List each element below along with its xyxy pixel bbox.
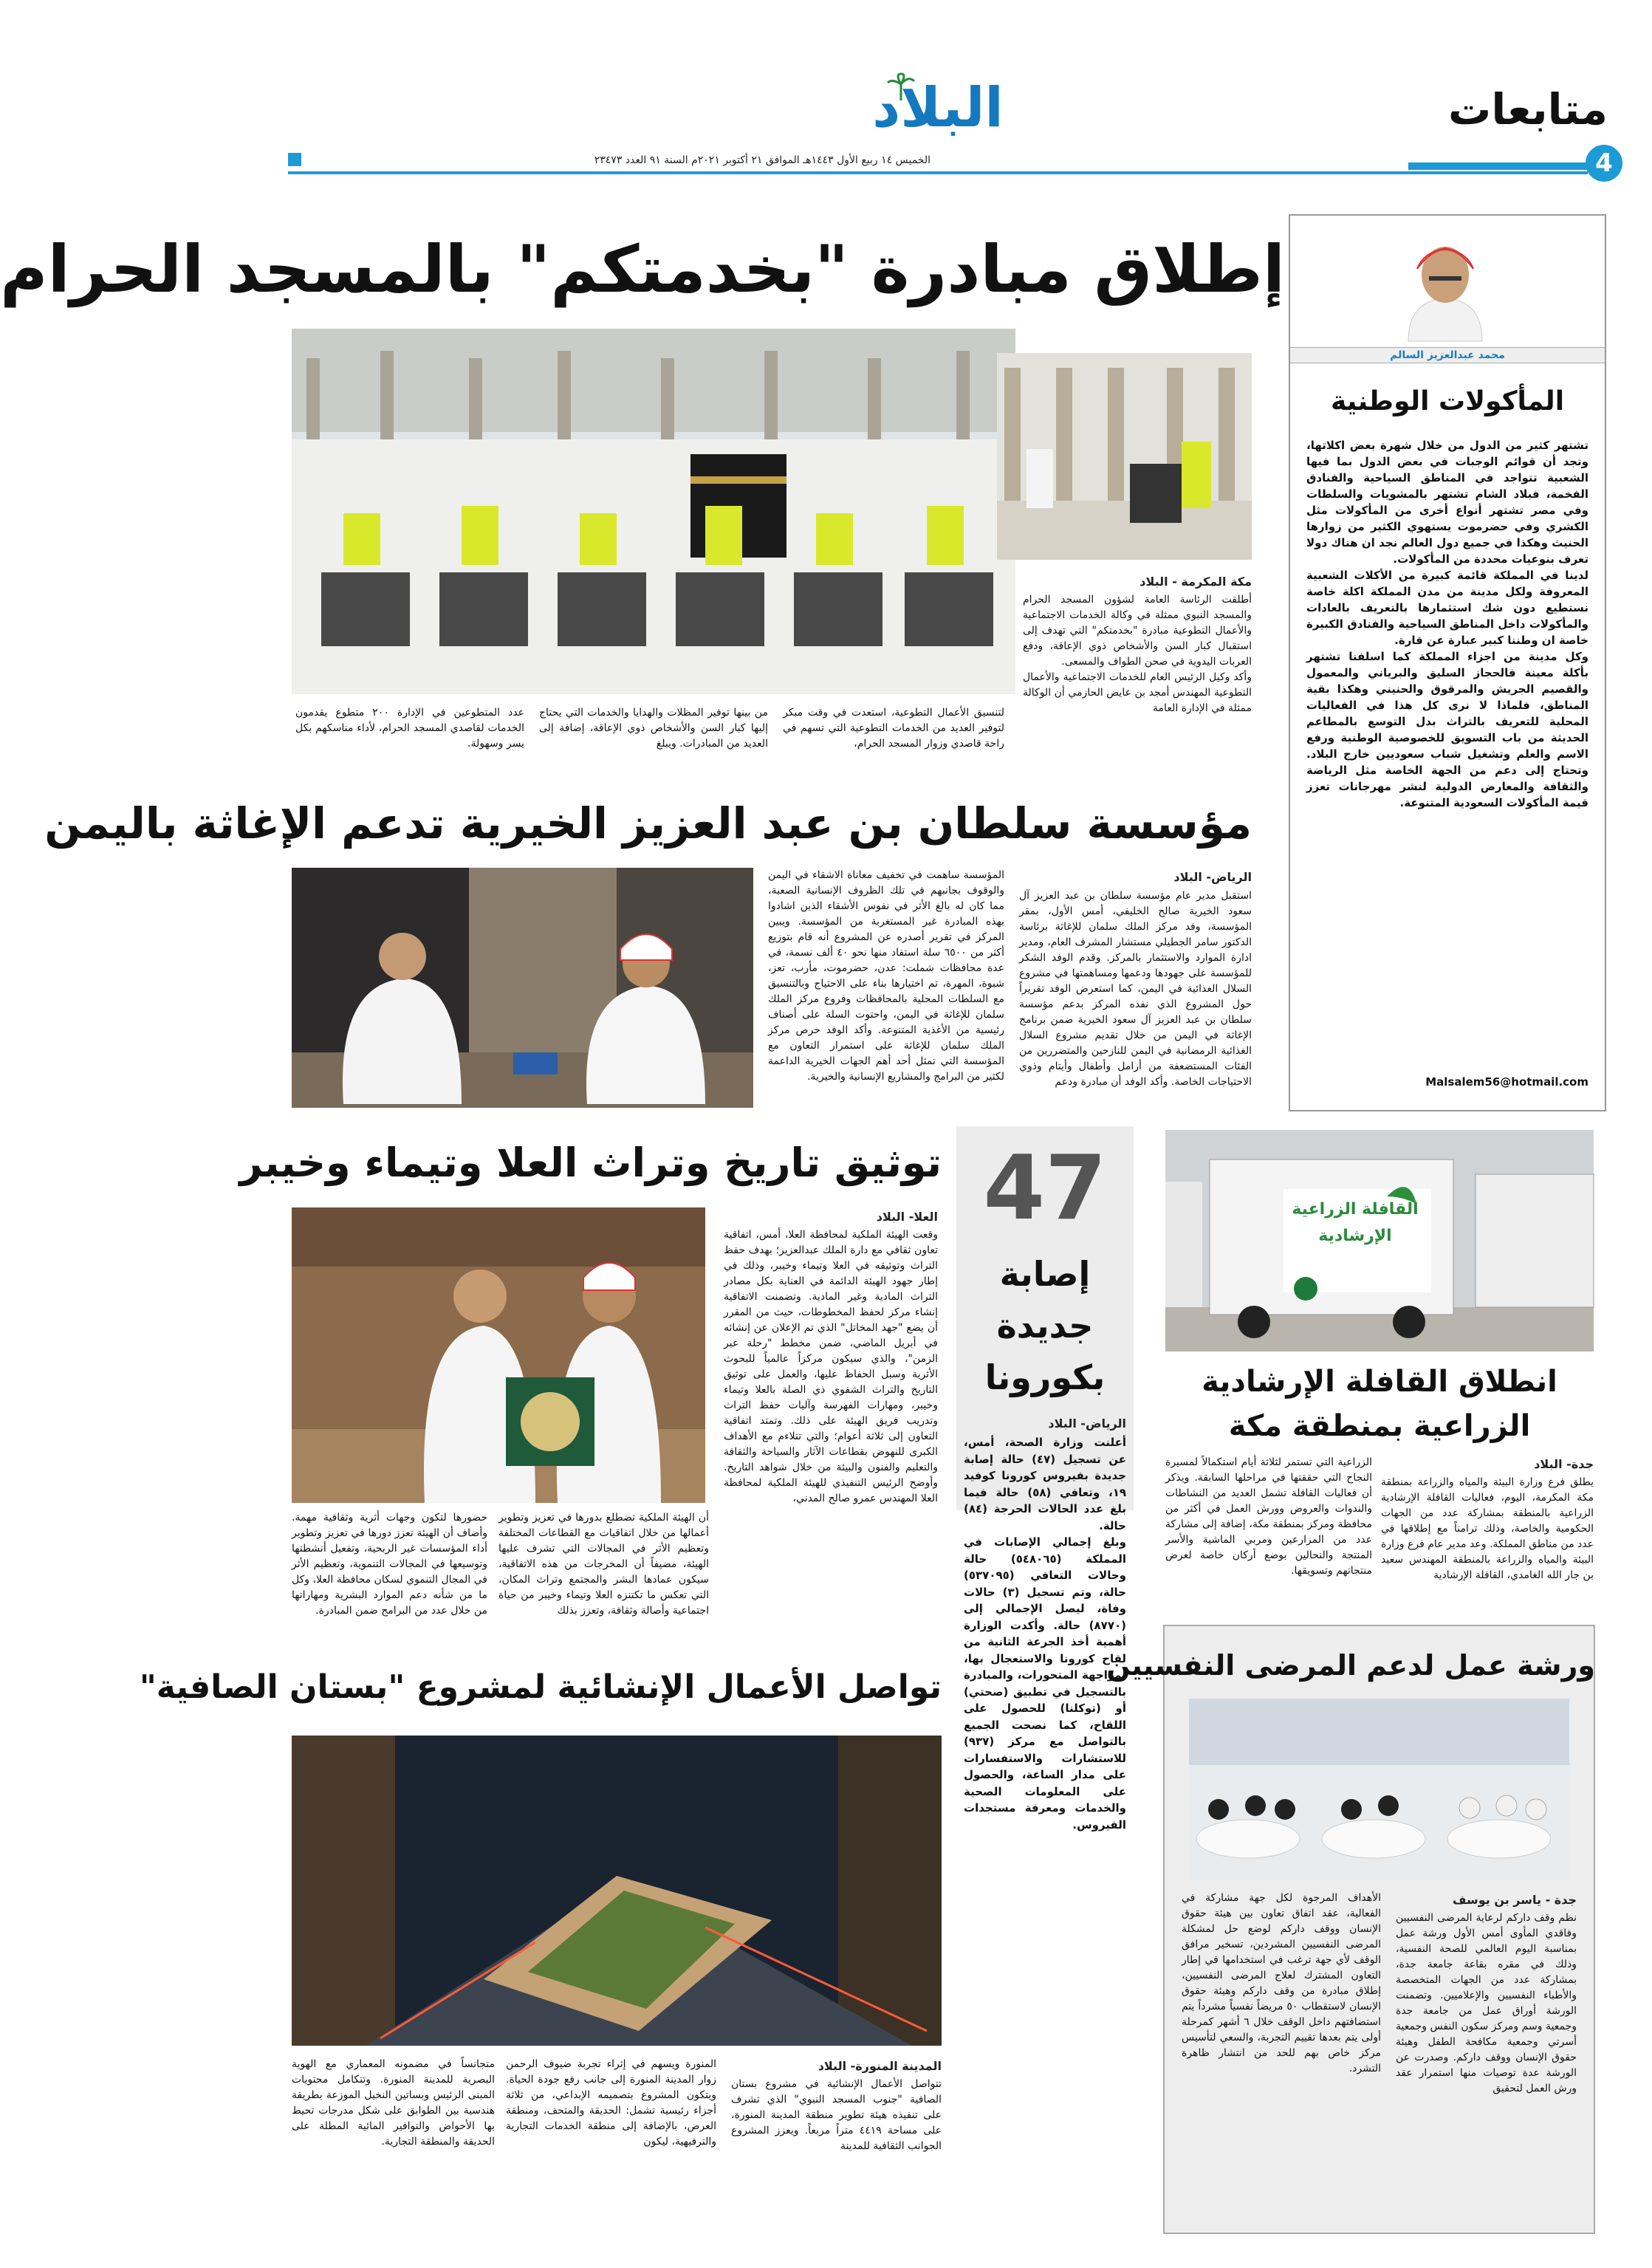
story3-photo: [292, 1207, 705, 1503]
story7-headline: ورشة عمل لدعم المرضى النفسيين: [1106, 1649, 1595, 1682]
story7-body-b: الأهداف المرجوة لكل جهة مشاركة في الفعالية، عقد اتفاق تعاون بين هيئة حقوق الإنسان ووقف داركم لوضع حل لمشكلة المرضى النفسيين المشردين، تسخير مرافق الوقف لأي جهة ترغب في استخدامها في إطار التعاون المشترك لعلاج المرضى النفسيين، إطلاق مبادرة من وقف داركم وهيئة حقوق الإنسان لاستقطاب ٥٠ مريضاً نفسياً مشرداً يتم استضافتهم داخل الوقف خلال ٦ أشهر كمرحلة أولى يتم بعدها تقييم التجربة، والسعي لتأسيس مركز خاص بهم للحد من انتشار ظاهرة التشرد.: [1182, 1892, 1381, 2075]
column-body: تشتهر كثير من الدول من خلال شهرة بعض اكلاتها، وتجد أن قوائم الوجبات في بعض الدول بما فيها الشعبية تتواجد في المناطق السياحية والفنادق الفخمة، فبلاد الشام تشتهر بالمشويات والسلطات وفي مصر تشتهر أنواع أخرى من المأكولات مثل الكشري وفي حضرموت يستهوي الكثير من زوارها الحنيث وهكذا في جميع دول العالم نجد ان هناك دولا تعرف بنوعيات محددة من المأكولات. لدينا في المملكة قائمة كبيرة من الأكلات الشعبية المعروفة ولكل مدينة من مدن المملكة اكلة خاصة نستطيع دون شك استثمارها بالتعريف بالعادات والمأكولات داخل المناطق السياحية والفنادق الكبيرة خاصة ان وطننا كبير عبارة عن قارة. وكل مدينة من اجزاء المملكة كما اسلفنا تشتهر بأكلة معينة فالحجاز السليق والبرياني والمعمول والقصيم الجريش والمرقوق والحنيني وهكذا بقية المناطق، فلماذا لا نرى كل هذا في الفعاليات المحلية للتعريف بالتراث بدل التوسع بالمطاعم الحديثة من باب التسويق للخصوصية الوطنية ورفع الاسم والعلم وتشغيل شباب سعوديين خارج البلاد. وتحتاج إلى دعم من الجهة الخاصة مثل الرياضة والثقافة والمعارض الدولية لنشر مهرجانات تعزز قيمة المأكولات السعودية المتنوعة.: [1306, 439, 1588, 809]
covid-number: 47: [983, 1137, 1107, 1240]
column-email[interactable]: Malsalem56@hotmail.com: [1425, 1075, 1588, 1089]
issue-line: الخميس ١٤ ربيع الأول ١٤٤٣هـ الموافق ٢١ أكتوبر ٢٠٢١م السنة ٩١ العدد ٢٣٤٧٣: [594, 154, 930, 166]
section-underline: [1408, 162, 1608, 170]
story1-photo-secondary: [997, 353, 1252, 560]
story2-photo: [292, 868, 753, 1108]
masthead: [222, 0, 1652, 178]
covid-body: أعلنت وزارة الصحة، أمس، عن تسجيل (٤٧) حالة إصابة جديدة بفيروس كورونا كوفيد ١٩، وتعافي (٥٨) حالة فيما بلغ عدد الحالات الحرجة (٨٤) حالة. وبلغ إجمالي الإصابات في المملكة (٥٤٨٠٦٥) حالة وحالات التعافي (٥٣٧٠٩٥) حالة، وتم تسجيل (٣) حالات وفاة، ليصل الإجمالي إلى (٨٧٧٠) حالة. وأكدت الوزارة أهمية أخذ الجرعة الثانية من لقاح كورونا والاستعجال بها، لمواجهة المتحورات، والمبادرة بالتسجيل في تطبيق (صحتي) أو (توكلنا) للحصول على اللقاح، كما نصحت الجميع بالتواصل مع مركز (٩٣٧) للاستشارات والاستفسارات على مدار الساعة، والحصول على المعلومات الصحية والخدمات ومعرفة مستجدات الفيروس.: [964, 1436, 1126, 1832]
issue-line-bar: [288, 171, 1588, 174]
story6-body-a: يطلق فرع وزارة البيئة والمياه والزراعة بمنطقة مكة المكرمة، اليوم، فعاليات القافلة الإرشادية الزراعية بالمنطقة بمشاركة عدد من الجهات الحكومية والخاصة، وذلك ترامناً مع إطلاقها في عدد من مناطق المملكة. وعد مدير عام فرع وزارة البيئة والمياه والزراعة بالمنطقة المهندس سعيد بن جار الله الغامدي، القافلة الإرشادية: [1381, 1476, 1594, 1581]
story2-dateline: الرياض- البلاد: [1173, 870, 1252, 884]
story3-body-a: وقعت الهيئة الملكية لمحافظة العلا، أمس، اتفاقية تعاون ثقافي مع دارة الملك عبدالعزيز؛ بهدف حفظ التراث وتوثيقه في العلا وتيماء وخيبر، وذلك في إطار جهود الهيئة الدائمة في العناية بكل مصادر التراث المادية وغير المادية. وتضمنت الاتفاقية إنشاء مركز لحفظ المخطوطات، حيث من المقرر أن يضع "جهد المخاتل" الذي تم الإعلان عن إنشائه في أبريل الماضي، ضمن مخطط "رحلة عبر الزمن"، والذي سيكون مركزاً عالمياً للبحوث الأثرية وسبل الحفاظ عليها، والعمل على توثيق التاريخ والتراث الشفوي ذي الصلة بالعلا وتيماء وخيبر، ومهارات الفهرسة وآليات حفظ التراث وتدريب فريق الهيئة على ذلك. وتمتد اتفاقية التعاون إلى ثلاثة أعوام؛ والتي تتلاءم مع الأهداف الكبرى للنهوض بقطاعات الآثار والسياحة والثقافة والتعليم والفنون والبيئة من خلال شواهد التاريخ. وأوضح الرئيس التنفيذي للهيئة الملكية لمحافظة العلا المهندس عمرو صالح المدني،: [724, 1229, 938, 1504]
author-photo: [1379, 230, 1512, 341]
opinion-column: [1289, 214, 1606, 1111]
issue-line-dots: [288, 153, 301, 166]
section-title: متابعات: [1448, 84, 1608, 134]
author-name: محمد عبدالعزيز السالم: [1390, 349, 1505, 361]
covid-title-3: بكورونا: [984, 1357, 1106, 1397]
story4-headline: تواصل الأعمال الإنشائية لمشروع "بستان الصافية": [139, 1668, 942, 1706]
page-number: 4: [1586, 145, 1622, 182]
story1-body-c: من بينها توفير المظلات والهدايا والخدمات التي يحتاج إليها كبار السن والأشخاص ذوي الإعاقة، إضافة إلى العديد من المبادرات. ويبلغ: [539, 707, 768, 750]
covid-title-1: إصابة: [999, 1254, 1091, 1294]
story2-body-a: استقبل مدير عام مؤسسة سلطان بن عبد العزيز آل سعود الخيرية صالح الخليفي، أمس الأول، بمقر المؤسسة، وفد مركز الملك سلمان للإغاثة برئاسة الدكتور سامر الجطيلي مستشار المشرف العام، ومدير ادارة الموارد والاستثمار بالمركز. وقدم الوفد الشكر للمؤسسة على جهودها ودعمها ومساهمتها في مشروع السلال الغذائية في اليمن، كما استعرض الوفد تقريراً حول المشروع الذي نفذه المركز بدعم مؤسسة سلطان بن عبد العزيز آل سعود الخيرية ضمن برنامج الإغاثة في اليمن من خلال تقديم مشروع السلال الغذائية الرمضانية في اليمن للنازحين والمتضررين من الفئات المستضعفة من أرامل وأطفال وأيتام وذوي الاحتياجات الخاصة. وأكد الوفد أن مبادرة ودعم: [1019, 890, 1252, 1088]
story4-body-c: متجانساً في مضمونه المعماري مع الهوية البصرية للمدينة المنورة. وتتكامل محتويات المبنى الرئيس وبساتين النخيل الموزعة بطريقة هندسية بين الطوابق على شكل مدرجات تحيط بها الأحواض والنوافير المائية المطلة على الحديقة والمنطقة التجارية.: [292, 2058, 495, 2148]
logo-palm-icon: [886, 72, 916, 102]
story6-headline-2: الزراعية بمنطقة مكة: [1228, 1409, 1531, 1443]
story1-body-a: أطلقت الرئاسة العامة لشؤون المسجد الحرام والمسجد النبوي ممثلة في وكالة الخدمات الاجتماعية والأعمال التطوعية مبادرة "بخدمتكم" التي تهدف إلى استقبال كبار السن والأشخاص ذوي الإعاقة، ودفع العربات اليدوية في صحن الطواف والمسعى. وأكد وكيل الرئيس العام للخدمات الاجتماعية والأعمال التطوعية المهندس أمجد بن عايض الحازمي أن الوكالة ممثلة في الإدارة العامة: [1023, 594, 1252, 714]
story1-body-b: لتنسيق الأعمال التطوعية، استعدت في وقت مبكر لتوفير العديد من الخدمات التطوعية التي تسهم في راحة قاصدي وزوار المسجد الحرام،: [783, 707, 1004, 750]
story4-body-a: تتواصل الأعمال الإنشائية في مشروع بستان الصافية "جنوب المسجد النبوي" الذي تشرف على تنفيذه هيئة تطوير منطقة المدينة المنورة، على مساحة ٤٤١٩ متراً مربعاً. ويعزز المشروع الجوانب الثقافية للمدينة: [731, 2078, 942, 2152]
story1-body-d: عدد المتطوعين في الإدارة ٢٠٠ متطوع يقدمون الخدمات لقاصدي المسجد الحرام، لأداء مناسكهم بكل يسر وسهولة.: [295, 707, 524, 750]
story2-body-b: المؤسسة ساهمت في تخفيف معاناة الاشقاء في اليمن والوقوف بجانبهم في تلك الظروف الإنسانية الصعبة، مما كان له بالغ الأثر في نفوس الأشقاء الذين اشادوا بهذه المبادرة غير المستغربة من المؤسسة. ويبين المركز في تقرير أصدره عن المشروع أنه قام بتوزيع أكثر من ٦٥٠٠ سلة استفاد منها نحو ٤٠ ألف نسمة، في عدة محافظات شملت: عدن، حضرموت، مأرب، تعز، شبوة، المهرة، تم اختيارها بناء على الاحتياج وبالتنسيق مع السلطات المحلية بالمحافظات وفروع مركز الملك سلمان للإغاثة في اليمن، واحتوت السلة على أصناف رئيسية من الأغذية المتنوعة. وأكد الوفد حرص مركز الملك سلمان للإغاثة على استمرار التعاون مع المؤسسة التي تمثل أحد أهم الجهات الخيرية الداعمة لكثير من البرامج والمشاريع الإنسانية والخيرية.: [768, 869, 1004, 1083]
story6-photo-sign: القافلة الزراعية الإرشادية: [1292, 1200, 1419, 1245]
story1-dateline: مكة المكرمة - البلاد: [1139, 575, 1252, 589]
covid-title-2: جديدة: [996, 1306, 1094, 1346]
story4-render: [292, 1736, 942, 2046]
logo: البلاد: [872, 76, 1004, 140]
story3-body-c: حضورها لتكون وجهات أثرية وثقافية مهمة. وأضاف أن الهيئة تعزز دورها في تعزيز وتطوير أداء المؤسسات غير الربحية، وتفعيل أنشطتها وتوسيعها في المجالات التنموية، وتعظيم الأثر في المجال التنموي لسكان محافظة العلا، وكل ما من شأنه دعم الموارد البشرية ومهاراتها من خلال عدد من البرامج ضمن المبادرة.: [291, 1512, 487, 1617]
story7-dateline: جدة - ياسر بن يوسف: [1452, 1893, 1577, 1907]
story1-photo-main: [292, 329, 1015, 694]
story1-headline: إطلاق مبادرة "بخدمتكم" بالمسجد الحرام: [0, 231, 1285, 307]
story3-headline: توثيق تاريخ وتراث العلا وتيماء وخيبر: [239, 1140, 942, 1186]
story7-photo: [1189, 1699, 1569, 1880]
story4-body-b: المنورة ويسهم في إثراء تجربة ضيوف الرحمن زوار المدينة المنورة إلى جانب رفع جودة الحياة. ويتكون المشروع بتصميمه الإبداعي، من ثلاثة أجزاء رئيسية تشمل: الحديقة والمتحف، ومنطقة العرض، بالإضافة إلى منطقة الخدمات التجارية والترفيهية، ليكون: [506, 2058, 716, 2148]
story6-body-b: الزراعية التي تستمر لثلاثة أيام استكمالاً لمسيرة النجاح التي حققتها في مراحلها السابقة. ويذكر أن فعاليات القافلة تشمل العديد من النشاطات والندوات والعروض وورش العمل في أكثر من محافظة ومركز بمنطقة مكة، إضافة إلى مشاركة عدد من المزارعين ومربي الماشية والأسر المنتجة والنحالين بوضع أركان خاصة لعرض منتجاتهم وتسويقها.: [1165, 1456, 1372, 1577]
story3-body-b: أن الهيئة الملكية تضطلع بدورها في تعزيز وتطوير أعمالها من خلال اتفاقيات مع القطاعات المختلفة وتعظيم الأثر في المجالات التي تشرف عليها الهيئة، مضيفاً أن المخرجات من هذه الاتفاقية، سيكون عمادها البشر والمجتمع وتراث المكان، التي تعكس ما تكتنزه العلا وتيماء وخيبر من حياة اجتماعية وأصالة وثقافة، وتعزز بذلك: [498, 1512, 709, 1617]
column-title: المأكولات الوطنية: [1330, 386, 1565, 417]
story4-dateline: المدينة المنورة- البلاد: [818, 2059, 942, 2073]
covid-dateline: الرياض- البلاد: [1048, 1416, 1126, 1431]
story6-headline-1: انطلاق القافلة الإرشادية: [1202, 1365, 1557, 1399]
story3-dateline: العلا- البلاد: [876, 1210, 938, 1224]
story2-headline: مؤسسة سلطان بن عبد العزيز الخيرية تدعم الإغاثة باليمن: [44, 798, 1252, 849]
story7-body-a: نظم وقف داركم لرعاية المرضى النفسيين وفاقدي المأوى أمس الأول ورشة عمل بمناسبة اليوم العالمي للصحة النفسية، وذلك في مقره بقاعة جامعة جدة، بمشاركة عدد من الجهات المتخصصة والأطباء النفسيين والإعلاميين. وتضمنت الورشة أوراق عمل من جامعة جدة وجمعية وسم ومركز سكون النفس وجمعية أسرتي وجمعية مكافحة الطفل وهيئة حقوق الإنسان ووقف داركم. وصدرت عن الورشة عدة توصيات منها استمرار عقد ورش العمل لتحقيق: [1396, 1912, 1577, 2094]
story6-dateline: جدة- البلاد: [1534, 1457, 1594, 1471]
